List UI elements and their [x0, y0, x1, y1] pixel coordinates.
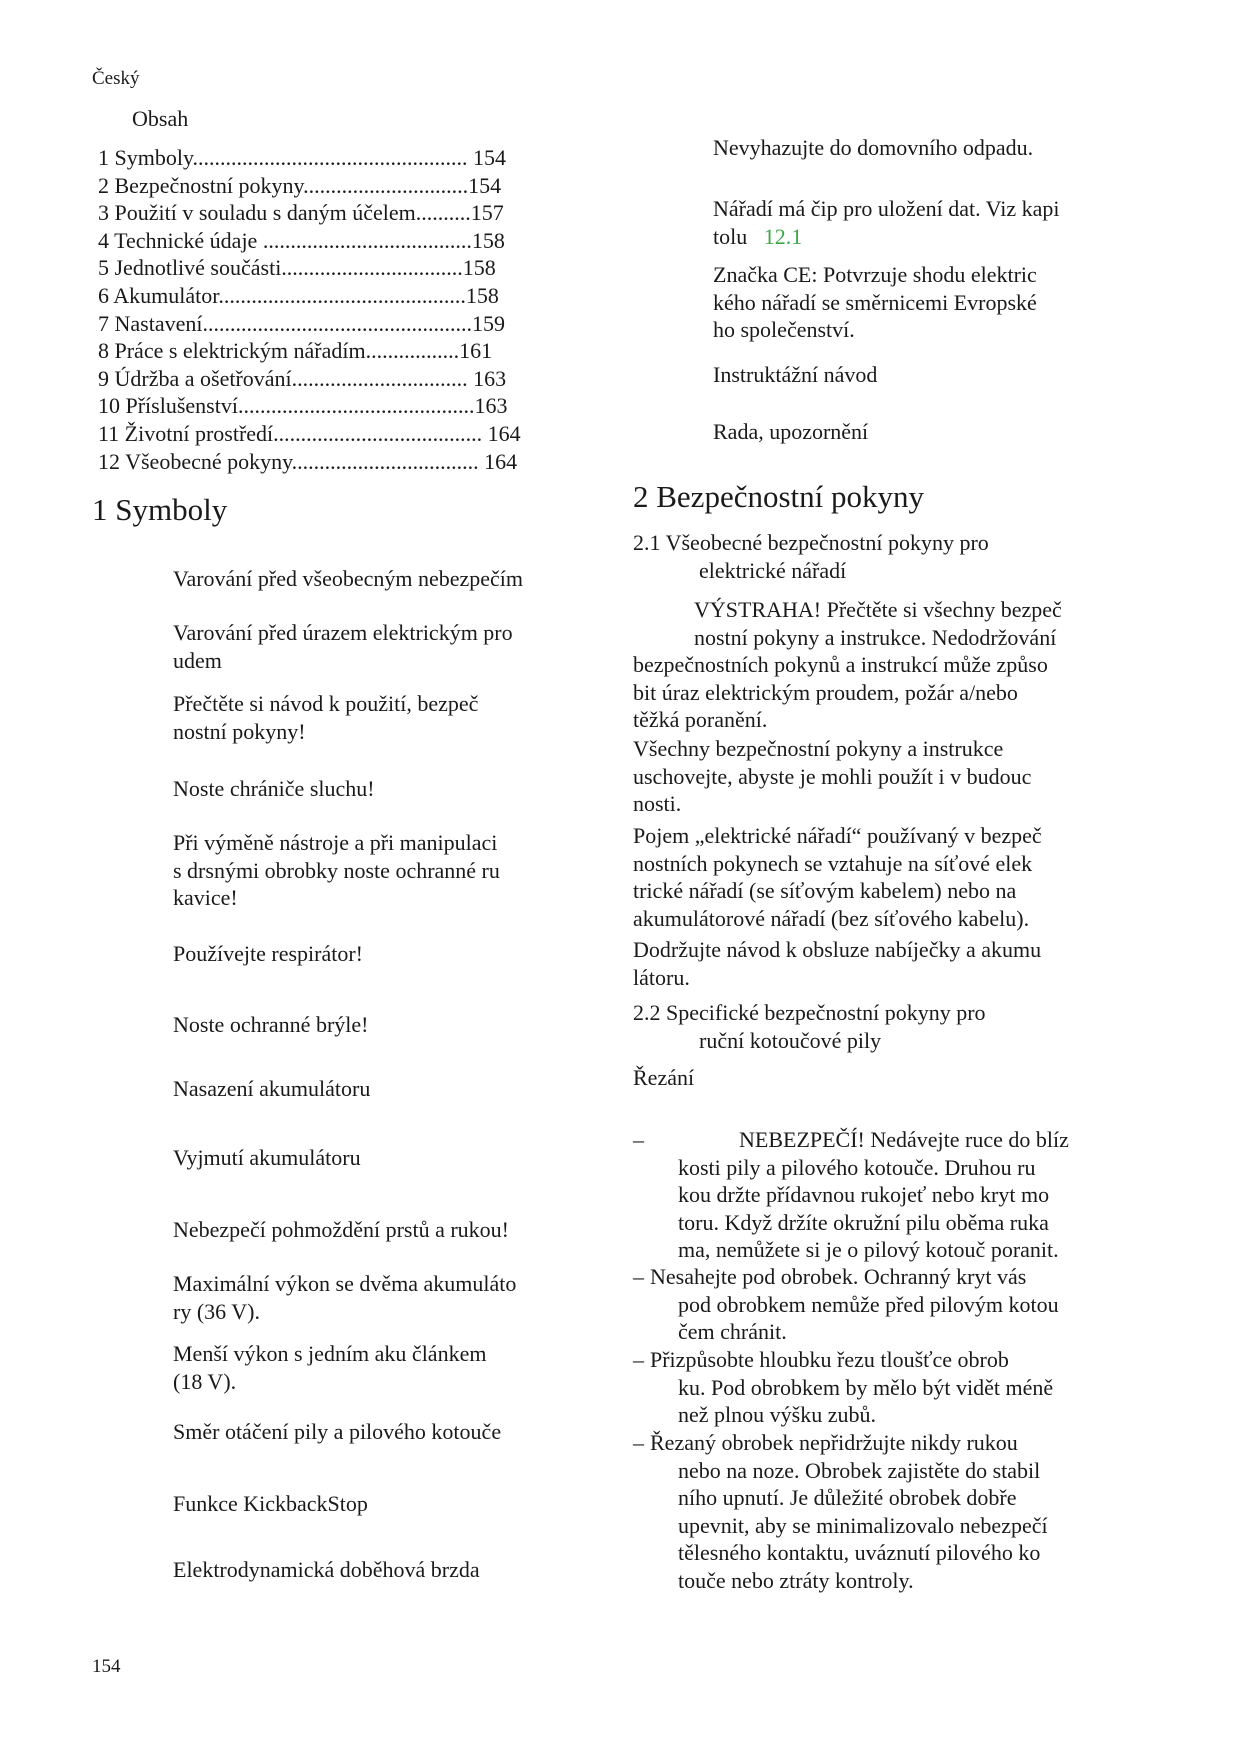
toc-item[interactable]: 5 Jednotlivé součásti.................................158 [98, 255, 496, 281]
warning-paragraph: VÝSTRAHA! Přečtěte si všechny bezpeč⁣ nostní pokyny a instrukce. Nedodržování bezpečnostních pokynů a instrukcí může způso⁣ bit úraz elektrickým proudem, požár a/nebo těžká poranění. [633, 597, 1062, 732]
symbol-data-chip: Nářadí má čip pro uložení dat. Viz kapi⁣ tolu 12.1 [713, 196, 1060, 249]
cutting-heading: Řezání [633, 1065, 695, 1090]
subheading-2-2: 2.2 Specifické bezpečnostní pokyny pro ruční kotoučové pily [633, 1000, 986, 1053]
symbol-rotation-direction: Směr otáčení pily a pilového kotouče [173, 1419, 502, 1444]
bullet-dash: – [633, 1430, 644, 1455]
term-definition-paragraph: Pojem „elektrické nářadí“ používaný v bezpeč⁣ nostních pokynech se vztahuje na síťové elek⁣ trické nářadí (se síťovým kabelem) nebo na akumulátorové nářadí (bez síťového kabelu). [633, 823, 1042, 931]
symbol-instruction-manual: Instruktážní návod [713, 362, 878, 387]
symbol-respirator: Používejte respirátor! [173, 941, 363, 966]
toc-item[interactable]: 11 Životní prostředí...................................... 164 [98, 420, 521, 446]
toc-item[interactable]: 7 Nastavení.................................................159 [98, 310, 505, 336]
symbol-kickbackstop: Funkce KickbackStop [173, 1491, 368, 1516]
symbol-gloves: Při výměně nástroje a při manipulaci s drsnými obrobky noste ochranné ru⁣ kavice! [173, 830, 500, 910]
toc-item[interactable]: 9 Údržba a ošetřování................................ 163 [98, 365, 507, 391]
symbol-insert-battery: Nasazení akumulátoru [173, 1076, 371, 1101]
page-number: 154 [92, 1656, 121, 1677]
section1-heading: 1 Symboly [92, 492, 228, 527]
symbol-ear-protection: Noste chrániče sluchu! [173, 776, 375, 801]
symbol-max-power: Maximální výkon se dvěma akumuláto⁣ ry (36 V). [173, 1271, 517, 1324]
symbol-goggles: Noste ochranné brýle! [173, 1012, 369, 1037]
underneath-bullet: Nesahejte pod obrobek. Ochranný kryt vás pod obrobkem nemůže před pilovým kotou⁣ čem chránit. [650, 1264, 1059, 1344]
toc-title: Obsah [132, 106, 189, 131]
bullet-dash: – [633, 1127, 644, 1152]
symbol-ce-mark: Značka CE: Potvrzuje shodu elektric⁣ kého nářadí se směrnicemi Evropské⁣ ho společenství. [713, 262, 1037, 342]
toc-item[interactable]: 3 Použití v souladu s daným účelem..........157 [98, 200, 504, 226]
symbol-crush-hazard: Nebezpečí pohmoždění prstů a rukou! [173, 1217, 509, 1242]
chapter-ref-link[interactable]: 12.1 [763, 223, 803, 249]
bullet-dash: – [633, 1264, 644, 1289]
charger-paragraph: Dodržujte návod k obsluze nabíječky a akumu⁣ látoru. [633, 937, 1042, 990]
symbol-brake: Elektrodynamická doběhová brzda [173, 1557, 480, 1582]
symbol-electric-shock: Varování před úrazem elektrickým pro⁣ udem [173, 620, 513, 673]
subheading-2-1: 2.1 Všeobecné bezpečnostní pokyny pro elektrické nářadí [633, 530, 989, 583]
symbol-disposal: Nevyhazujte do domovního odpadu. [713, 135, 1034, 160]
symbol-general-danger: Varování před všeobecným nebezpečím [173, 566, 524, 591]
hold-workpiece-bullet: Řezaný obrobek nepřidržujte nikdy rukou nebo na noze. Obrobek zajistěte do stabil⁣ ního upnutí. Je důležité obrobek dobře upevnit, aby se minimalizovalo nebezpečí tělesného kontaktu, uváznutí pilového ko⁣ touče nebo ztráty kontroly. [650, 1430, 1048, 1593]
toc-item[interactable]: 1 Symboly.................................................. 154 [98, 145, 507, 170]
language-label: Český [92, 68, 140, 89]
symbol-remove-battery: Vyjmutí akumulátoru [173, 1145, 361, 1170]
toc-item[interactable]: 6 Akumulátor.............................................158 [98, 282, 499, 308]
cut-depth-bullet: Přizpůsobte hloubku řezu tloušťce obrob⁣ ku. Pod obrobkem by mělo být vidět méně než plnou výšku zubů. [650, 1347, 1054, 1427]
danger-bullet: NEBEZPEČÍ! Nedávejte ruce do blíz⁣ kosti pily a pilového kotouče. Druhou ru⁣ kou držte přídavnou rukojeť nebo kryt mo⁣ toru. Když držíte okružní pilu oběma ruka⁣ ma, nemůžete si je o pilový kotouč poranit. [678, 1127, 1069, 1262]
toc-item[interactable]: 10 Příslušenství...........................................163 [98, 393, 508, 419]
section2-heading: 2 Bezpečnostní pokyny [633, 479, 925, 514]
keep-instructions-paragraph: Všechny bezpečnostní pokyny a instrukce uschovejte, abyste je mohli použít i v budouc⁣ nosti. [633, 736, 1032, 816]
symbol-lower-power: Menší výkon s jedním aku článkem (18 V). [173, 1341, 487, 1394]
symbol-advice: Rada, upozornění [713, 419, 869, 444]
symbol-read-manual: Přečtěte si návod k použití, bezpeč⁣ nostní pokyny! [173, 691, 479, 744]
table-of-contents [98, 144, 521, 475]
toc-item[interactable]: 8 Práce s elektrickým nářadím.................161 [98, 338, 493, 364]
toc-item[interactable]: 4 Technické údaje ......................................158 [98, 227, 505, 253]
toc-item[interactable]: 12 Všeobecné pokyny.................................. 164 [98, 448, 518, 474]
bullet-dash: – [633, 1347, 644, 1372]
toc-item[interactable]: 2 Bezpečnostní pokyny..............................154 [98, 172, 502, 198]
